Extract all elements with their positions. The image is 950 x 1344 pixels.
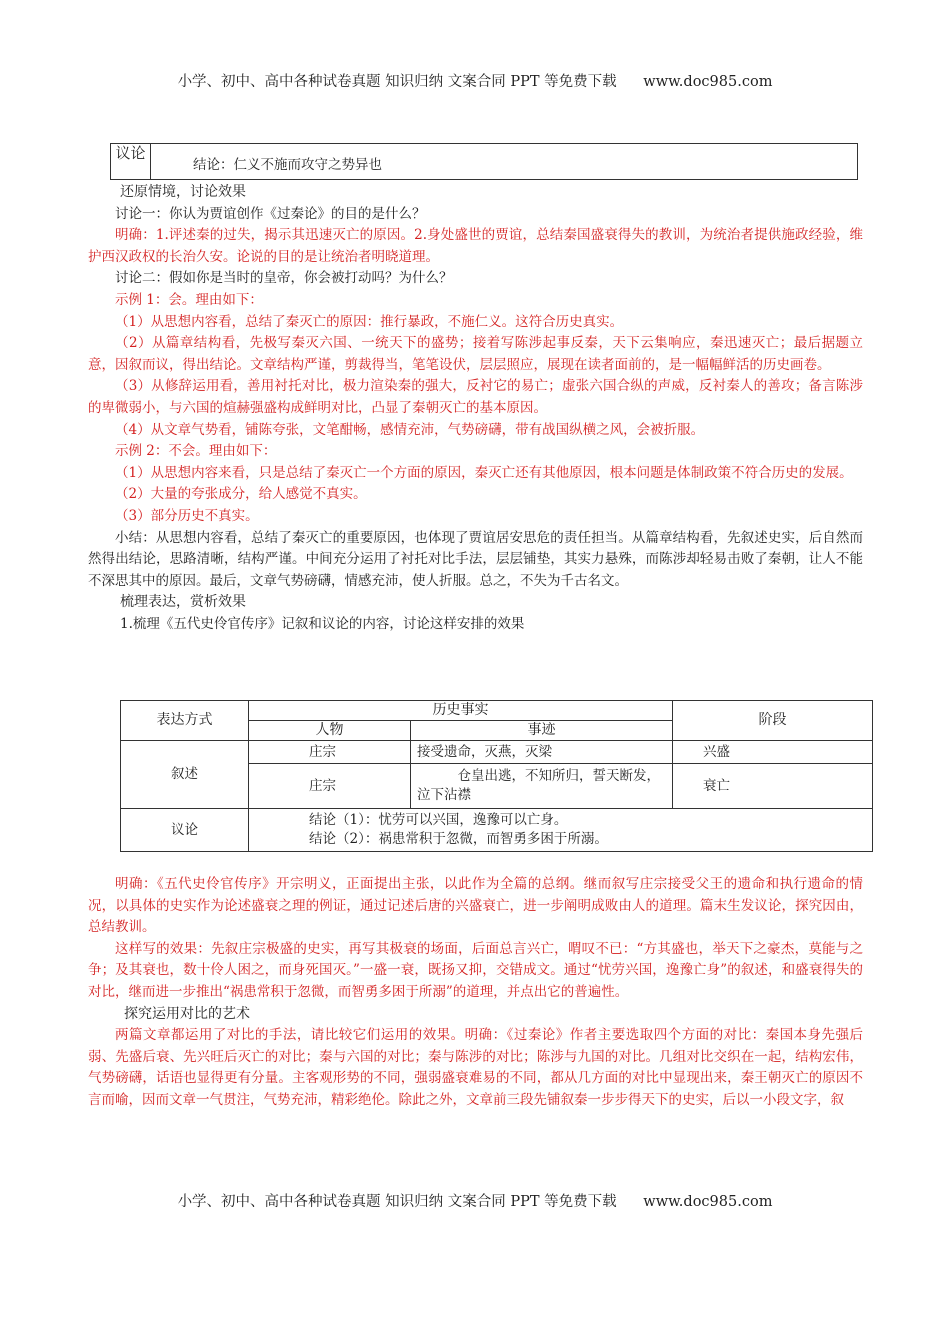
cell-row2-person: 庄宗 <box>249 764 411 809</box>
argument-box-text: 结论：仁义不施而攻守之势异也 <box>193 157 382 173</box>
example-2-point-2: （2）大量的夸张成分，给人感觉不真实。 <box>115 486 367 503</box>
footer-url[interactable]: www.doc985.com <box>643 1194 773 1210</box>
section-heading-discussion: 还原情境，讨论效果 <box>120 184 246 200</box>
example-2-point-1: （1）从思想内容来看，只是总结了秦灭亡一个方面的原因，秦灭亡还有其他原因，根本问题是体制政策不符合历史的发展。 <box>115 464 853 481</box>
section-heading-contrast: 探究运用对比的艺术 <box>124 1005 250 1022</box>
effect-paragraph: 这样写的效果：先叙庄宗极盛的史实，再写其极衰的场面，后面总言兴亡，喟叹不已：“方其盛也，举天下之豪杰，莫能与之争；及其衰也，数十伶人困之，而身死国灭。”一盛一衰，既扬又抑，交错成文。通过“忧劳兴国，逸豫亡身”的叙述，和盛衰得失的对比，继而进一步推出“祸患常积于忽微，而智勇多困于所溺”的道理，并点出它的普遍性。 <box>88 940 863 1000</box>
contrast-paragraph: 两篇文章都运用了对比的手法，请比较它们运用的效果。明确：《过秦论》作者主要选取四个方面的对比：秦国本身先强后弱、先盛后衰、先兴旺后灭亡的对比；秦与六国的对比；秦与陈涉的对比；陈涉与九国的对比。几组对比交织在一起，结构宏伟，气势磅礴，话语也显得更有分量。主客观形势的不同，强弱盛衰难易的不同，都从几方面的对比中显现出来，秦王朝灭亡的原因不言而喻，因而文章一气贯注，气势充沛，精彩绝伦。除此之外，文章前三段先铺叙秦一步步得天下的史实，后以一小段文字，叙 <box>88 1027 863 1108</box>
history-table <box>120 700 873 852</box>
page-header <box>0 70 950 91</box>
header-person: 人物 <box>249 721 411 741</box>
argument-box-label: 议论 <box>111 144 151 179</box>
clarify-paragraph: 明确：《五代史伶官传序》开宗明义，正面提出主张，以此作为全篇的总纲。继而叙写庄宗接受父王的遗命和执行遗命的情况，以具体的史实作为论述盛衰之理的例证，通过记述后唐的兴盛衰亡，进一步阐明成败由人的道理。篇末生发议论，探究因由，总结教训。 <box>88 876 863 936</box>
cell-narration: 叙述 <box>121 741 249 809</box>
cell-row2-stage: 衰亡 <box>673 764 873 809</box>
cell-row1-event: 接受遗命，灭燕，灭梁 <box>411 741 673 764</box>
cell-argument: 议论 <box>121 809 249 852</box>
conclusion-2: 结论（2）：祸患常积于忽微，而智勇多困于所溺。 <box>309 831 608 847</box>
summary-paragraph: 小结：从思想内容看，总结了秦灭亡的重要原因，也体现了贾谊居安思危的责任担当。从篇章结构看，先叙述史实，后自然而然得出结论，思路清晰，结构严谨。中间充分运用了衬托对比手法，层层铺垫，其实力悬殊，而陈涉却轻易击败了秦朝，让人不能不深思其中的原因。最后，文章气势磅礴，情感充沛，使人折服。总之，不失为千古名文。 <box>88 529 863 589</box>
example-1-point-4: （4）从文章气势看，铺陈夸张，文笔酣畅，感情充沛，气势磅礴，带有战国纵横之风，会被折服。 <box>115 421 705 438</box>
header-history: 历史事实 <box>249 701 673 721</box>
section-heading-expression: 梳理表达，赏析效果 <box>120 594 246 611</box>
answer-1: 明确：1.评述秦的过失，揭示其迅速灭亡的原因。2.身处盛世的贾谊，总结秦国盛衰得失的教训，为统治者提供施政经验，维护西汉政权的长治久安。论说的目的是让统治者明晓道理。 <box>88 227 863 265</box>
header-stage: 阶段 <box>673 701 873 741</box>
footer-text: 小学、初中、高中各种试卷真题 知识归纳 文案合同 PPT 等免费下载 <box>177 1194 617 1210</box>
header-event: 事迹 <box>411 721 673 741</box>
table-intro: 1.梳理《五代史伶官传序》记叙和议论的内容，讨论这样安排的效果 <box>120 615 525 632</box>
section-contrast <box>88 874 863 1112</box>
example-2-point-3: （3）部分历史不真实。 <box>115 507 259 524</box>
cell-row1-person: 庄宗 <box>249 741 411 764</box>
cell-row2-event: 仓皇出逃，不知所归，誓天断发，泣下沾襟 <box>411 764 673 809</box>
question-2: 讨论二：假如你是当时的皇帝，你会被打动吗？为什么？ <box>115 270 453 287</box>
example-1-point-3: （3）从修辞运用看，善用衬托对比，极力渲染秦的强大，反衬它的易亡；虚张六国合纵的声威，反衬秦人的善攻；备言陈涉的卑微弱小，与六国的煊赫强盛构成鲜明对比，凸显了秦朝灭亡的基本原因。 <box>88 378 863 416</box>
example-1-point-1: （1）从思想内容看，总结了秦灭亡的原因：推行暴政，不施仁义。这符合历史真实。 <box>115 313 624 330</box>
question-1: 讨论一：你认为贾谊创作《过秦论》的目的是什么？ <box>115 205 426 222</box>
example-1-title: 示例 1：会。理由如下： <box>115 291 263 308</box>
header-text: 小学、初中、高中各种试卷真题 知识归纳 文案合同 PPT 等免费下载 <box>177 74 617 90</box>
header-expression: 表达方式 <box>121 701 249 741</box>
page-footer <box>0 1190 950 1211</box>
conclusion-1: 结论（1）：忧劳可以兴国，逸豫可以亡身。 <box>309 812 568 828</box>
cell-row1-stage: 兴盛 <box>673 741 873 764</box>
example-2-title: 示例 2：不会。理由如下： <box>115 443 277 460</box>
argument-box <box>110 143 858 180</box>
header-url[interactable]: www.doc985.com <box>643 74 773 90</box>
section-discussion <box>88 182 863 635</box>
example-1-point-2: （2）从篇章结构看，先极写秦灭六国、一统天下的盛势；接着写陈涉起事反秦，天下云集响应，秦迅速灭亡；最后据题立意，因叙而议，得出结论。文章结构严谨，剪裁得当，笔笔设伏，层层照应，展现在读者面前的，是一幅幅鲜活的历史画卷。 <box>88 335 863 373</box>
